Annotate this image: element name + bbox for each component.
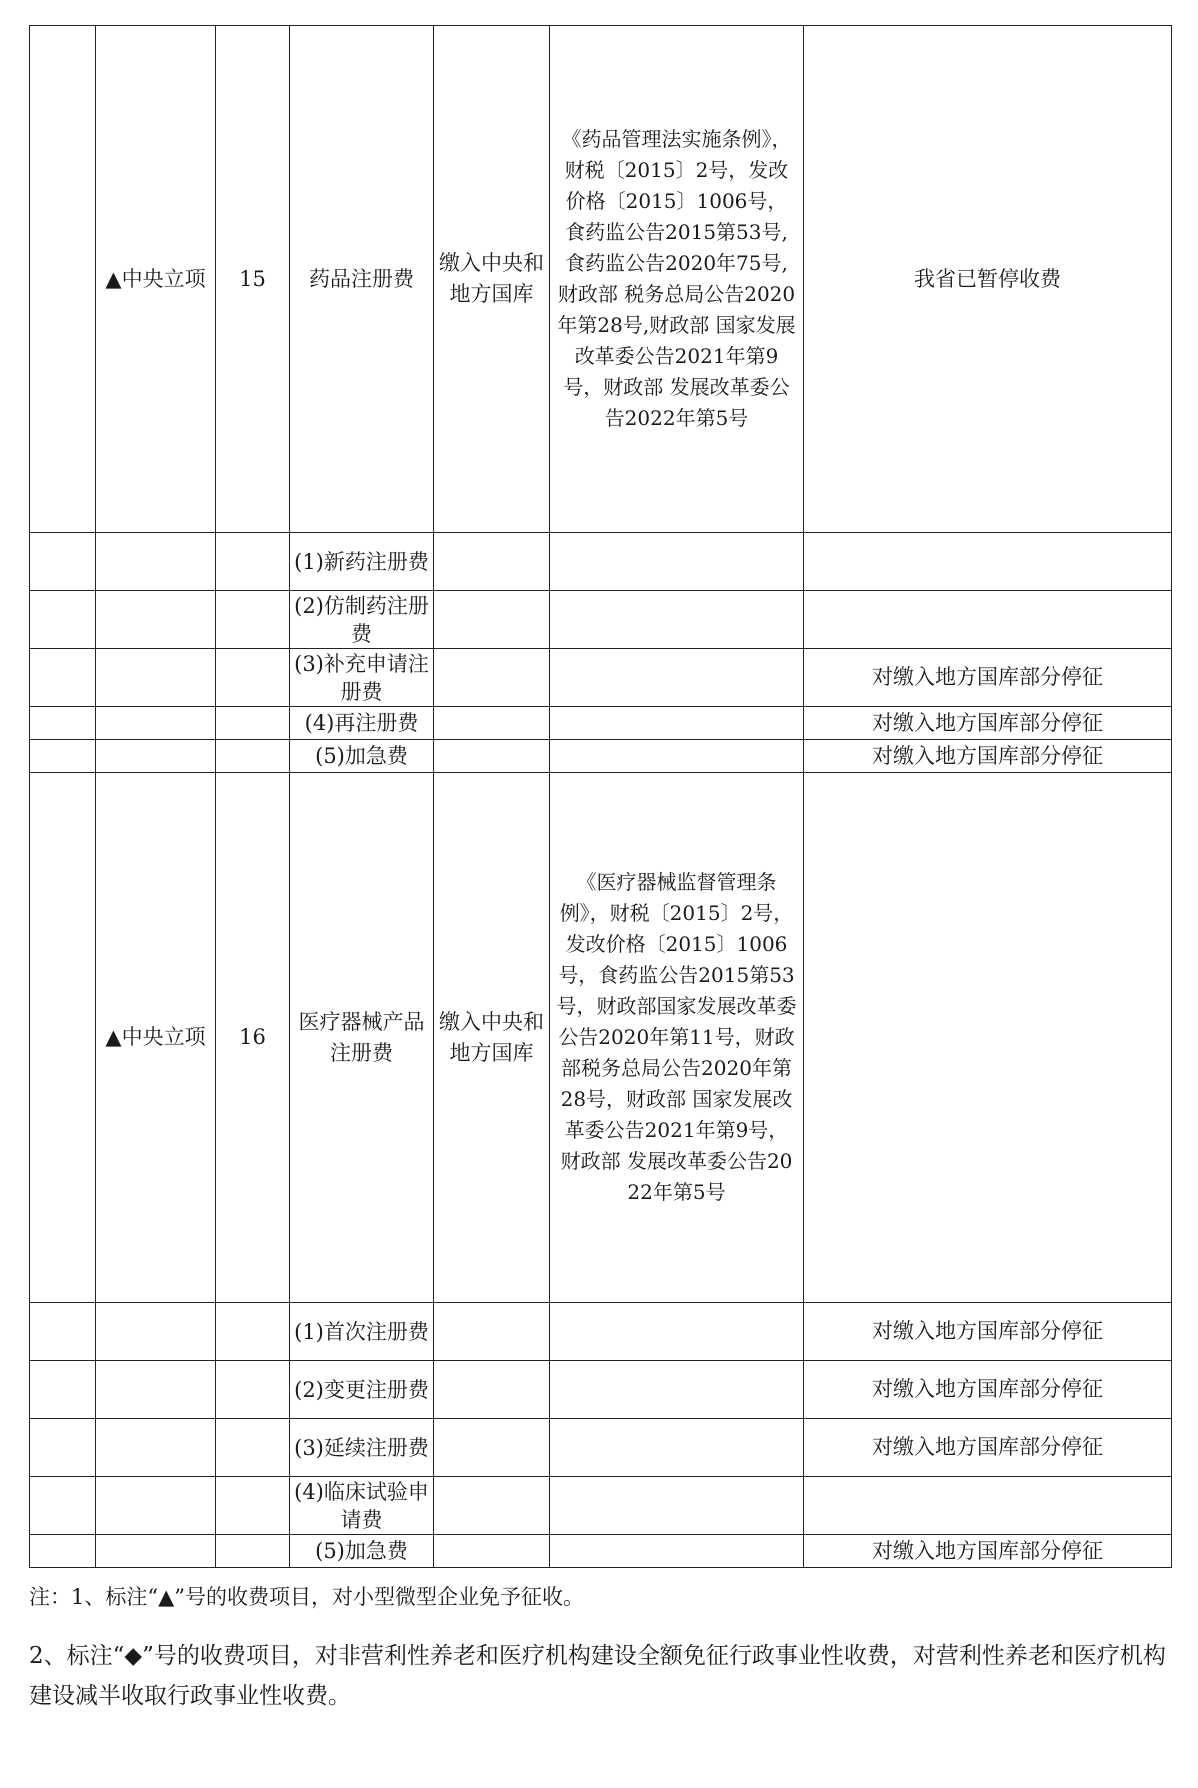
- index-cell: [30, 591, 96, 649]
- number-cell: [216, 1535, 290, 1568]
- category-cell: [96, 649, 216, 707]
- note-cell: [804, 533, 1172, 591]
- category-cell: [96, 1361, 216, 1419]
- footnote-2: 2、标注“◆”号的收费项目，对非营利性养老和医疗机构建设全额免征行政事业性收费，对营利性养老和医疗机构建设减半收取行政事业性收费。: [29, 1643, 1166, 1709]
- table-row: [30, 26, 1172, 533]
- destination-cell: [434, 1477, 550, 1535]
- number-cell: [216, 1361, 290, 1419]
- table-row: [30, 533, 1172, 591]
- basis-cell: [550, 533, 804, 591]
- sub-item-name-cell: (4)临床试验申请费: [290, 1477, 434, 1535]
- destination-cell: [434, 1535, 550, 1568]
- sub-item-name-cell: (1)首次注册费: [290, 1303, 434, 1361]
- sub-item-name-cell: (5)加急费: [290, 1535, 434, 1568]
- destination-cell: [434, 533, 550, 591]
- table-row: [30, 591, 1172, 649]
- basis-cell: [550, 1477, 804, 1535]
- destination-cell: [434, 649, 550, 707]
- category-cell: [96, 1477, 216, 1535]
- basis-cell: [550, 1303, 804, 1361]
- sub-item-name-cell: (5)加急费: [290, 740, 434, 773]
- category-cell: [96, 1303, 216, 1361]
- note-cell: 对缴入地方国库部分停征: [804, 707, 1172, 740]
- number-cell: 16: [216, 773, 290, 1303]
- table-row: [30, 740, 1172, 773]
- table-row: [30, 1419, 1172, 1477]
- fee-table: [29, 25, 1172, 1568]
- basis-cell: [550, 1535, 804, 1568]
- destination-cell: [434, 740, 550, 773]
- basis-cell: 《药品管理法实施条例》，财税〔2015〕2号，发改价格〔2015〕1006号，食药监公告2015第53号,食药监公告2020年75号,财政部 税务总局公告2020年第28号,财政部 国家发展改革委公告2021年第9号，财政部 发展改革委公告2022年第5号: [550, 26, 804, 533]
- sub-item-name-cell: (2)变更注册费: [290, 1361, 434, 1419]
- index-cell: [30, 740, 96, 773]
- note-cell: [804, 591, 1172, 649]
- note-cell: 对缴入地方国库部分停征: [804, 740, 1172, 773]
- note-cell: 对缴入地方国库部分停征: [804, 1535, 1172, 1568]
- index-cell: [30, 1419, 96, 1477]
- sub-item-name-cell: (2)仿制药注册费: [290, 591, 434, 649]
- destination-cell: [434, 1361, 550, 1419]
- sub-item-name-cell: (3)补充申请注册费: [290, 649, 434, 707]
- category-cell: [96, 740, 216, 773]
- table-row: [30, 707, 1172, 740]
- index-cell: [30, 1535, 96, 1568]
- category-cell: [96, 591, 216, 649]
- number-cell: [216, 649, 290, 707]
- sub-item-name-cell: (4)再注册费: [290, 707, 434, 740]
- note-cell: 对缴入地方国库部分停征: [804, 1361, 1172, 1419]
- basis-cell: 《医疗器械监督管理条例》，财税〔2015〕2号，发改价格〔2015〕1006号，食药监公告2015第53号，财政部国家发展改革委公告2020年第11号，财政部税务总局公告2020年第28号，财政部 国家发展改革委公告2021年第9号，财政部 发展改革委公告2022年第5号: [550, 773, 804, 1303]
- note-cell: [804, 773, 1172, 1303]
- table-row: [30, 1361, 1172, 1419]
- index-cell: [30, 707, 96, 740]
- destination-cell: [434, 591, 550, 649]
- category-cell: [96, 1419, 216, 1477]
- destination-cell: 缴入中央和地方国库: [434, 26, 550, 533]
- basis-cell: [550, 591, 804, 649]
- number-cell: [216, 707, 290, 740]
- category-cell: [96, 533, 216, 591]
- note-cell: 我省已暂停收费: [804, 26, 1172, 533]
- index-cell: [30, 1361, 96, 1419]
- note-cell: 对缴入地方国库部分停征: [804, 649, 1172, 707]
- sub-item-name-cell: (1)新药注册费: [290, 533, 434, 591]
- basis-cell: [550, 707, 804, 740]
- destination-cell: [434, 1419, 550, 1477]
- index-cell: [30, 773, 96, 1303]
- number-cell: [216, 1303, 290, 1361]
- note-cell: 对缴入地方国库部分停征: [804, 1419, 1172, 1477]
- destination-cell: [434, 707, 550, 740]
- number-cell: [216, 591, 290, 649]
- sub-item-name-cell: (3)延续注册费: [290, 1419, 434, 1477]
- number-cell: [216, 1477, 290, 1535]
- fee-name-cell: 医疗器械产品注册费: [290, 773, 434, 1303]
- table-row: [30, 773, 1172, 1303]
- fee-name-cell: 药品注册费: [290, 26, 434, 533]
- table-row: [30, 649, 1172, 707]
- number-cell: [216, 533, 290, 591]
- table-row: [30, 1535, 1172, 1568]
- destination-cell: 缴入中央和地方国库: [434, 773, 550, 1303]
- index-cell: [30, 1303, 96, 1361]
- number-cell: 15: [216, 26, 290, 533]
- basis-cell: [550, 1419, 804, 1477]
- basis-cell: [550, 740, 804, 773]
- number-cell: [216, 740, 290, 773]
- note-cell: 对缴入地方国库部分停征: [804, 1303, 1172, 1361]
- category-cell: [96, 707, 216, 740]
- index-cell: [30, 1477, 96, 1535]
- category-cell: ▲中央立项: [96, 26, 216, 533]
- table-row: [30, 1477, 1172, 1535]
- basis-cell: [550, 649, 804, 707]
- category-cell: [96, 1535, 216, 1568]
- index-cell: [30, 533, 96, 591]
- note-cell: [804, 1477, 1172, 1535]
- table-row: [30, 1303, 1172, 1361]
- footnote-1: 注：1、标注“▲”号的收费项目，对小型微型企业免予征收。: [29, 1585, 584, 1609]
- category-cell: ▲中央立项: [96, 773, 216, 1303]
- basis-cell: [550, 1361, 804, 1419]
- index-cell: [30, 649, 96, 707]
- destination-cell: [434, 1303, 550, 1361]
- number-cell: [216, 1419, 290, 1477]
- index-cell: [30, 26, 96, 533]
